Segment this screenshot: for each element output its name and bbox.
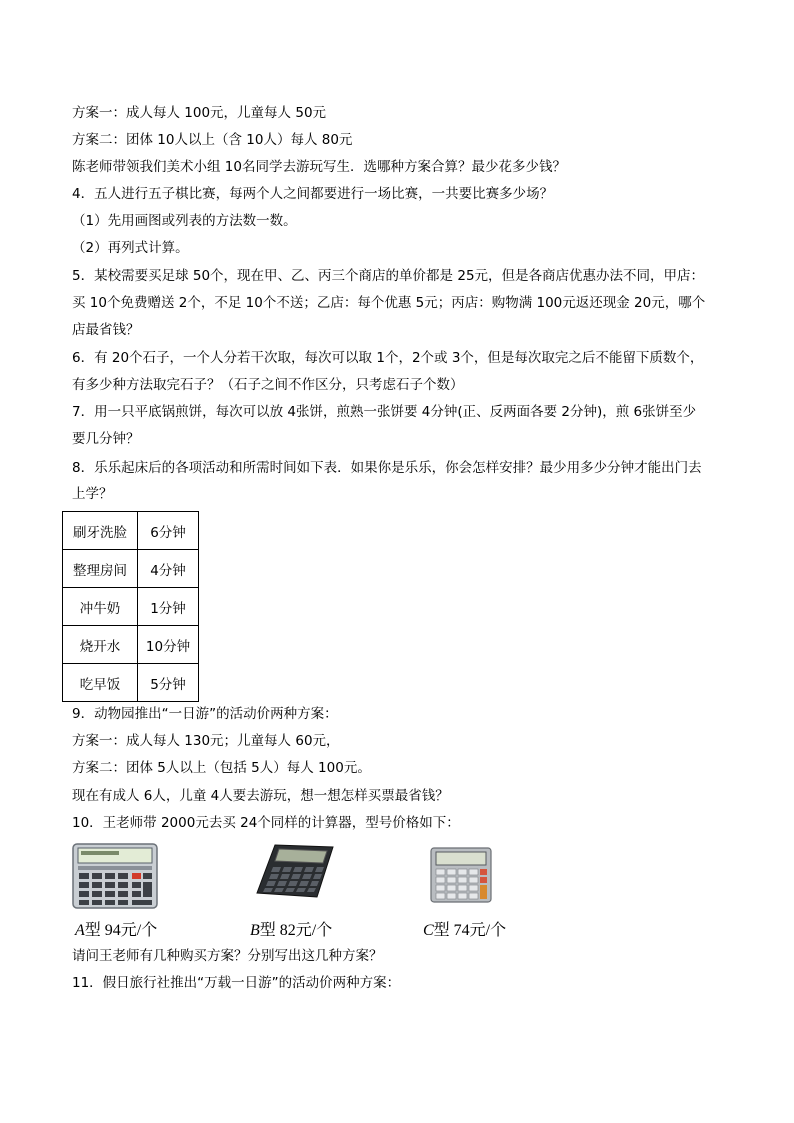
calculator-c-caption <box>423 917 506 940</box>
time-cell: 6分钟 <box>138 512 199 550</box>
activity-cell: 烧开水 <box>63 626 138 664</box>
calculator-a-icon <box>72 843 158 909</box>
question-11: 11．假日旅行社推出“万载一日游”的活动价两种方案： <box>72 975 401 991</box>
activity-cell: 刷牙洗脸 <box>63 512 138 550</box>
question-6-line-2: 有多少种方法取完石子？（石子之间不作区分，只考虑石子个数） <box>72 377 464 393</box>
question-4: 4．五人进行五子棋比赛，每两个人之间都要进行一场比赛，一共要比赛多少场？ <box>72 186 554 202</box>
table-row <box>63 550 199 588</box>
question-7-line-2: 要几分钟？ <box>72 431 140 447</box>
table-row <box>63 626 199 664</box>
calculator-c-letter: C <box>423 922 434 939</box>
question-9: 9．动物园推出“一日游”的活动价两种方案： <box>72 706 338 722</box>
calculator-a-price: 型 94元/个 <box>84 922 158 939</box>
question-8-line-1: 8．乐乐起床后的各项活动和所需时间如下表．如果你是乐乐，你会怎样安排？最少用多少分钟才能出门去 <box>72 460 702 476</box>
plan-two-text: 方案二：团体 10人以上（含 10人）每人 80元 <box>72 132 353 148</box>
calculator-a-caption <box>75 917 157 940</box>
question-5-line-1: 5．某校需要买足球 50个，现在甲、乙、丙三个商店的单价都是 25元，但是各商店优惠办法不同，甲店： <box>72 268 705 284</box>
question-7-line-1: 7．用一只平底锅煎饼，每次可以放 4张饼，煎熟一张饼要 4分钟(正、反两面各要 2分钟)，煎 6张饼至少 <box>72 404 697 420</box>
question-10-prompt: 请问王老师有几种购买方案？分别写出这几种方案？ <box>72 948 383 964</box>
activity-cell: 吃早饭 <box>63 664 138 702</box>
table-row <box>63 664 199 702</box>
calculator-b-icon <box>255 843 335 899</box>
calculator-b-price: 型 82元/个 <box>259 922 333 939</box>
question-6-line-1: 6．有 20个石子，一个人分若干次取，每次可以取 1个，2个或 3个，但是每次取完之后不能留下质数个， <box>72 350 704 366</box>
calculator-b-letter: B <box>250 922 260 939</box>
activity-cell: 冲牛奶 <box>63 588 138 626</box>
activity-cell: 整理房间 <box>63 550 138 588</box>
time-cell: 5分钟 <box>138 664 199 702</box>
table-row <box>63 588 199 626</box>
question-9-plan-1: 方案一：成人每人 130元；儿童每人 60元， <box>72 733 340 749</box>
activity-time-table <box>62 511 199 702</box>
calculator-c-icon <box>430 847 492 903</box>
question-5-line-3: 店最省钱？ <box>72 322 140 338</box>
plan-one-text: 方案一：成人每人 100元，儿童每人 50元 <box>72 105 327 121</box>
question-3-prompt: 陈老师带领我们美术小组 10名同学去游玩写生．选哪种方案合算？最少花多少钱？ <box>72 159 566 175</box>
calculator-c-price: 型 74元/个 <box>433 922 507 939</box>
question-4-part-1: （1）先用画图或列表的方法数一数。 <box>72 213 297 229</box>
question-9-plan-2: 方案二：团体 5人以上（包括 5人）每人 100元。 <box>72 760 371 776</box>
calculator-b-caption <box>250 917 332 940</box>
time-cell: 1分钟 <box>138 588 199 626</box>
calculator-a-letter: A <box>75 922 85 939</box>
question-9-prompt: 现在有成人 6人，儿童 4人要去游玩，想一想怎样买票最省钱？ <box>72 788 449 804</box>
question-10: 10．王老师带 2000元去买 24个同样的计算器，型号价格如下： <box>72 815 460 831</box>
question-8-line-2: 上学？ <box>72 486 113 502</box>
time-cell: 4分钟 <box>138 550 199 588</box>
question-5-line-2: 买 10个免费赠送 2个，不足 10个不送；乙店：每个优惠 5元；丙店：购物满 100元返还现金 20元，哪个 <box>72 295 706 311</box>
question-4-part-2: （2）再列式计算。 <box>72 240 189 256</box>
time-cell: 10分钟 <box>138 626 199 664</box>
table-row <box>63 512 199 550</box>
